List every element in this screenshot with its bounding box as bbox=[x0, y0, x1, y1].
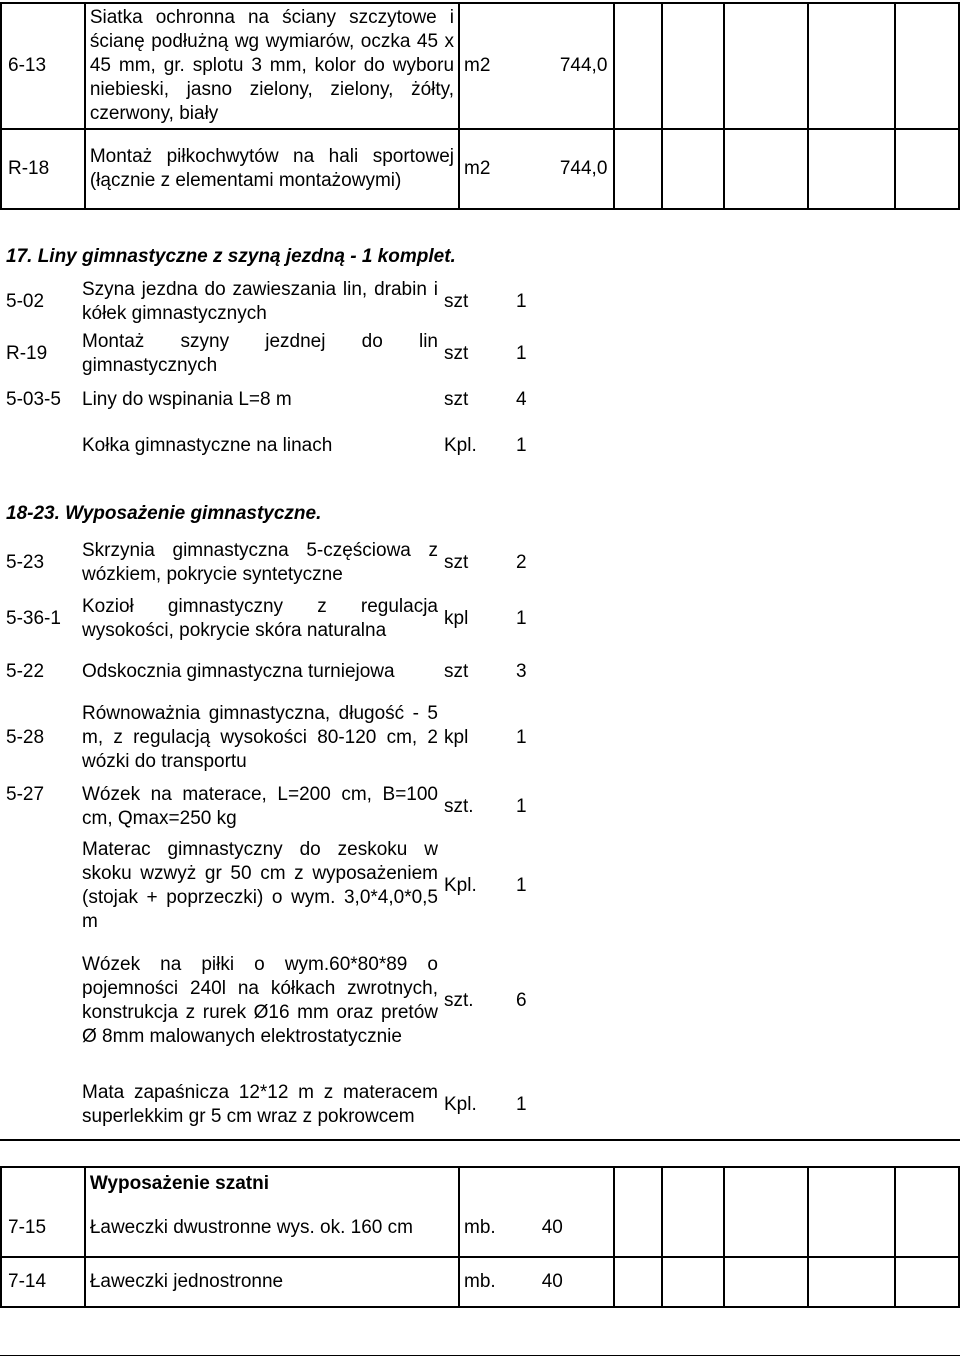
empty-cell bbox=[724, 3, 808, 129]
empty-cell bbox=[895, 1257, 959, 1307]
item-unit: szt bbox=[444, 291, 469, 312]
item-quantity: 4 bbox=[516, 389, 527, 410]
item-quantity: 744,0 bbox=[536, 129, 615, 209]
empty-cell bbox=[1, 1167, 85, 1199]
empty-cell bbox=[895, 3, 959, 129]
item-code: R-18 bbox=[1, 129, 85, 209]
item-unit: szt bbox=[444, 552, 469, 573]
item-description: Kołka gimnastyczne na linach bbox=[82, 435, 333, 456]
table-row bbox=[0, 276, 546, 328]
item-unit: Kpl. bbox=[444, 435, 477, 456]
table-row bbox=[1, 3, 959, 129]
item-unit: szt bbox=[444, 389, 469, 410]
item-unit: m2 bbox=[459, 129, 536, 209]
empty-cell bbox=[536, 1167, 615, 1199]
item-code bbox=[0, 1065, 82, 1145]
item-code: 5-27 bbox=[6, 784, 45, 805]
empty-cell bbox=[614, 1167, 662, 1199]
table-row bbox=[0, 779, 546, 835]
bottom-rule bbox=[0, 1355, 960, 1356]
section-18-title: 18-23. Wyposażenie gimnastyczne. bbox=[6, 503, 322, 524]
empty-cell bbox=[614, 3, 662, 129]
empty-cell bbox=[808, 129, 895, 209]
szatnia-table bbox=[0, 1166, 960, 1308]
empty-cell bbox=[724, 1167, 808, 1199]
item-code: 6-13 bbox=[1, 3, 85, 129]
item-code: 7-15 bbox=[1, 1199, 85, 1257]
item-quantity: 40 bbox=[536, 1199, 615, 1257]
item-unit: m2 bbox=[459, 3, 536, 129]
empty-cell bbox=[724, 1199, 808, 1257]
top-table bbox=[0, 2, 960, 210]
table-row bbox=[0, 380, 546, 420]
item-description: Liny do wspinania L=8 m bbox=[82, 389, 292, 410]
item-quantity: 1 bbox=[516, 343, 527, 364]
table-row bbox=[1, 129, 959, 209]
item-description: Równoważnia gimnastyczna, długość - 5 m, z regulacją wysokości 80-120 cm, 2 wózki do transportu bbox=[82, 703, 438, 772]
item-unit: kpl bbox=[444, 608, 469, 629]
item-unit: szt. bbox=[444, 990, 474, 1011]
empty-cell bbox=[662, 3, 723, 129]
item-code: 5-28 bbox=[6, 727, 45, 748]
item-unit: mb. bbox=[459, 1199, 536, 1257]
empty-cell bbox=[614, 1257, 662, 1307]
item-unit: Kpl. bbox=[444, 875, 477, 896]
item-quantity: 1 bbox=[516, 291, 527, 312]
item-code bbox=[0, 420, 82, 472]
item-description: Szyna jezdna do zawieszania lin, drabin i kółek gimnastycznych bbox=[82, 279, 438, 324]
empty-cell bbox=[662, 1257, 723, 1307]
item-code: 5-23 bbox=[6, 552, 45, 573]
item-description: Ławeczki jednostronne bbox=[85, 1257, 459, 1307]
item-description: Mata zapaśnicza 12*12 m z materacem superlekkim gr 5 cm wraz z pokrowcem bbox=[82, 1082, 438, 1127]
empty-cell bbox=[895, 1167, 959, 1199]
table-row bbox=[1, 1199, 959, 1257]
empty-cell bbox=[808, 1257, 895, 1307]
section-17-table bbox=[0, 276, 546, 472]
item-code: 5-02 bbox=[6, 291, 45, 312]
empty-cell bbox=[895, 1199, 959, 1257]
item-quantity: 1 bbox=[516, 727, 527, 748]
empty-cell bbox=[724, 129, 808, 209]
empty-cell bbox=[459, 1167, 536, 1199]
section-17-title: 17. Liny gimnastyczne z szyną jezdną - 1 komplet. bbox=[6, 246, 456, 267]
section-divider bbox=[0, 1139, 960, 1141]
empty-cell bbox=[662, 1199, 723, 1257]
empty-cell bbox=[808, 1167, 895, 1199]
item-code bbox=[0, 937, 82, 1065]
empty-cell bbox=[808, 3, 895, 129]
item-description: Materac gimnastyczny do zeskoku w skoku wzwyż gr 50 cm z wyposażeniem (stojak + poprzeczki) o wym. 3,0*4,0*0,5 m bbox=[82, 839, 438, 932]
item-unit: Kpl. bbox=[444, 1094, 477, 1115]
item-code bbox=[0, 835, 82, 937]
empty-cell bbox=[614, 129, 662, 209]
table-row bbox=[0, 591, 546, 647]
item-quantity: 1 bbox=[516, 1094, 527, 1115]
item-code: 5-03-5 bbox=[6, 389, 61, 410]
item-description: Siatka ochronna na ściany szczytowe i ścianę podłużną wg wymiarów, oczka 45 x 45 mm, gr. splotu 3 mm, kolor do wyboru niebieski, jasno zielony, zielony, żółty, czerwony, biały bbox=[85, 3, 459, 129]
item-quantity: 3 bbox=[516, 661, 527, 682]
item-code: R-19 bbox=[6, 343, 48, 364]
item-description: Wózek na piłki o wym.60*80*89 o pojemności 240l na kółkach zwrotnych, konstrukcja z rurek Ø16 mm oraz pretów Ø 8mm malowanych elektrostatycznie bbox=[82, 954, 438, 1047]
item-unit: kpl bbox=[444, 727, 469, 748]
empty-cell bbox=[895, 129, 959, 209]
item-unit: szt. bbox=[444, 796, 474, 817]
item-quantity: 1 bbox=[516, 875, 527, 896]
item-description: Montaż piłkochwytów na hali sportowej (łącznie z elementami montażowymi) bbox=[85, 129, 459, 209]
item-quantity: 6 bbox=[516, 990, 527, 1011]
item-description: Odskocznia gimnastyczna turniejowa bbox=[82, 661, 395, 682]
item-quantity: 744,0 bbox=[536, 3, 615, 129]
empty-cell bbox=[724, 1257, 808, 1307]
table-row bbox=[0, 835, 546, 937]
table-row bbox=[1, 1257, 959, 1307]
table-row bbox=[0, 697, 546, 779]
item-quantity: 40 bbox=[536, 1257, 615, 1307]
empty-cell bbox=[662, 129, 723, 209]
item-quantity: 2 bbox=[516, 552, 527, 573]
table-row bbox=[0, 535, 546, 591]
section-szatnia-title: Wyposażenie szatni bbox=[85, 1167, 459, 1199]
item-description: Kozioł gimnastyczny z regulacja wysokości, pokrycie skóra naturalna bbox=[82, 596, 438, 641]
table-row bbox=[0, 420, 546, 472]
item-description: Skrzynia gimnastyczna 5-częściowa z wózkiem, pokrycie syntetyczne bbox=[82, 540, 438, 585]
table-row bbox=[0, 937, 546, 1065]
empty-cell bbox=[662, 1167, 723, 1199]
item-description: Ławeczki dwustronne wys. ok. 160 cm bbox=[85, 1199, 459, 1257]
item-code: 7-14 bbox=[1, 1257, 85, 1307]
item-code: 5-36-1 bbox=[6, 608, 61, 629]
table-row bbox=[0, 1065, 546, 1145]
item-unit: szt bbox=[444, 343, 469, 364]
item-description: Wózek na materace, L=200 cm, B=100 cm, Qmax=250 kg bbox=[82, 784, 438, 829]
item-quantity: 1 bbox=[516, 608, 527, 629]
table-row bbox=[0, 328, 546, 380]
section-18-table bbox=[0, 535, 546, 1145]
item-quantity: 1 bbox=[516, 435, 527, 456]
item-unit: mb. bbox=[459, 1257, 536, 1307]
item-description: Montaż szyny jezdnej do lin gimnastycznych bbox=[82, 331, 438, 376]
table-row bbox=[0, 647, 546, 697]
empty-cell bbox=[808, 1199, 895, 1257]
item-code: 5-22 bbox=[6, 661, 45, 682]
empty-cell bbox=[614, 1199, 662, 1257]
item-unit: szt bbox=[444, 661, 469, 682]
table-row bbox=[1, 1167, 959, 1199]
item-quantity: 1 bbox=[516, 796, 527, 817]
